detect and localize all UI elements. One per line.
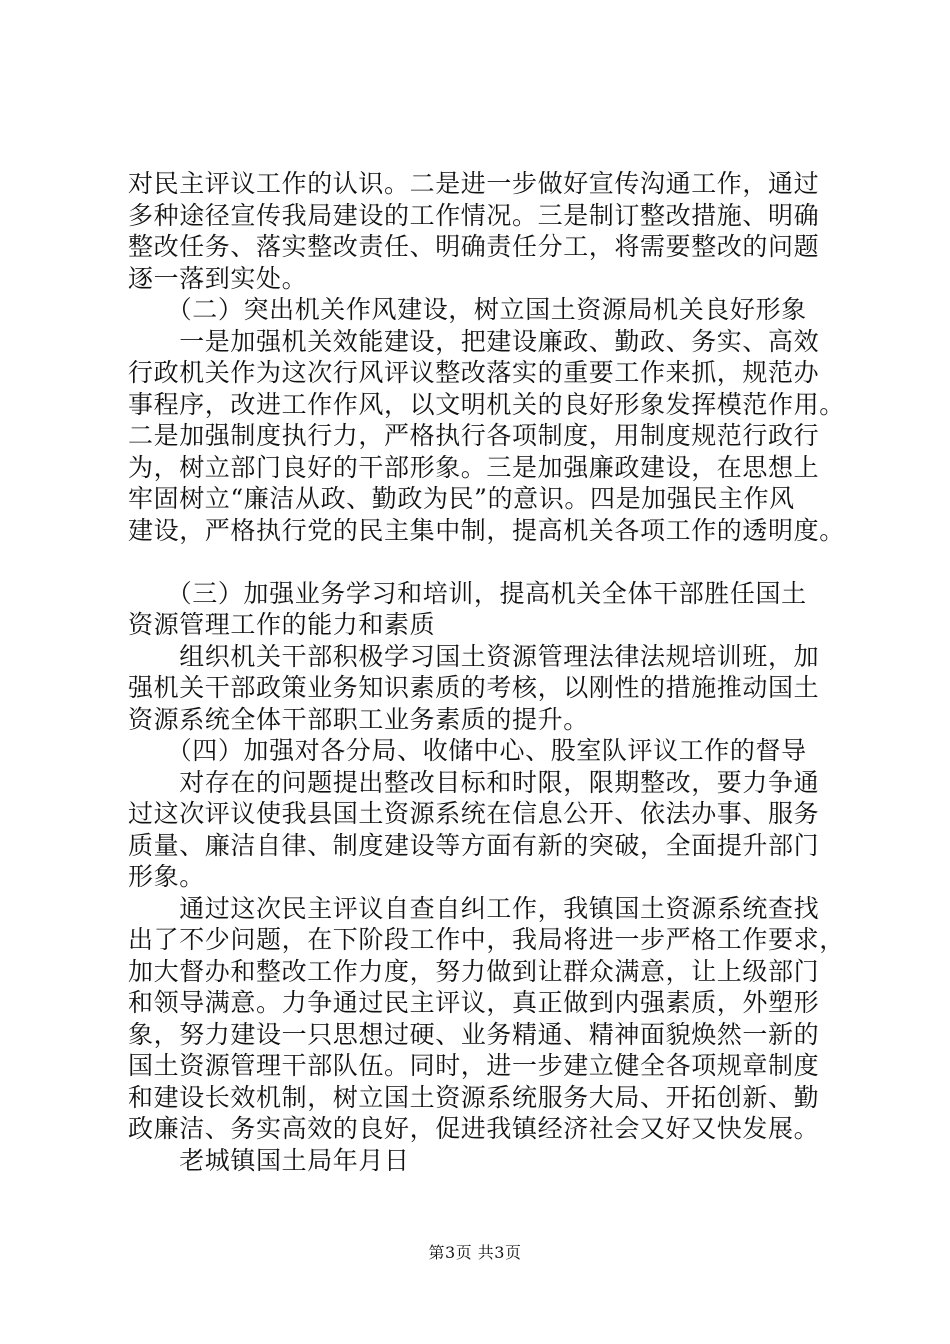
section-heading: （三）加强业务学习和培训，提高机关全体干部胜任国土 — [128, 578, 807, 608]
text-line: 牢固树立“廉洁从政、勤政为民”的意识。四是加强民主作风 — [128, 484, 795, 513]
text-line: 逐一落到实处。 — [128, 263, 308, 293]
text-line: 加大督办和整改工作力度，努力做到让群众满意，让上级部门 — [128, 956, 820, 986]
text-line: 强机关干部政策业务知识素质的考核，以刚性的措施推动国土 — [128, 673, 820, 702]
text-line: 多种途径宣传我局建设的工作情况。三是制订整改措施、明确 — [128, 200, 820, 230]
text-line: 对存在的问题提出整改目标和时限，限期整改，要力争通 — [128, 767, 820, 797]
text-line: 为，树立部门良好的干部形象。三是加强廉政建设，在思想上 — [128, 452, 820, 482]
text-line: 出了不少问题，在下阶段工作中，我局将进一步严格工作要求， — [128, 925, 845, 954]
text-line: 和建设长效机制，树立国土资源系统服务大局、开拓创新、勤 — [128, 1082, 820, 1112]
text-line: 二是加强制度执行力，严格执行各项制度，用制度规范行政行 — [128, 421, 820, 450]
text-line: 过这次评议使我县国土资源系统在信息公开、依法办事、服务 — [128, 799, 820, 828]
text-line: 组织机关干部积极学习国土资源管理法律法规培训班，加 — [128, 641, 820, 671]
text-line: 质量、廉洁自律、制度建设等方面有新的突破，全面提升部门 — [128, 830, 820, 860]
text-line: 象，努力建设一只思想过硬、业务精通、精神面貌焕然一新的 — [128, 1019, 820, 1049]
page-number-footer: 第3页 共3页 — [428, 1243, 522, 1262]
text-line: 事程序，改进工作作风，以文明机关的良好形象发挥模范作用。 — [128, 389, 845, 419]
text-line: 政廉洁、务实高效的良好，促进我镇经济社会又好又快发展。 — [128, 1114, 820, 1143]
text-line: 和领导满意。力争通过民主评议，真正做到内强素质，外塑形 — [128, 988, 820, 1017]
text-line: 行政机关作为这次行风评议整改落实的重要工作来抓，规范办 — [128, 358, 820, 387]
text-line: 建设，严格执行党的民主集中制，提高机关各项工作的透明度。 — [128, 515, 845, 545]
document-body — [128, 168, 848, 1176]
text-line: 通过这次民主评议自查自纠工作，我镇国土资源系统查找 — [128, 893, 820, 923]
text-line: 国土资源管理干部队伍。同时，进一步建立健全各项规章制度 — [128, 1051, 820, 1080]
section-heading: （二）突出机关作风建设，树立国土资源局机关良好形象 — [128, 295, 807, 324]
text-line: 一是加强机关效能建设，把建设廉政、勤政、务实、高效 — [128, 326, 820, 356]
section-heading: 资源管理工作的能力和素质 — [128, 610, 436, 639]
section-heading: （四）加强对各分局、收储中心、股室队评议工作的督导 — [128, 736, 807, 765]
text-line: 整改任务、落实整改责任、明确责任分工，将需要整改的问题 — [128, 232, 820, 261]
text-line: 对民主评议工作的认识。二是进一步做好宣传沟通工作，通过 — [128, 169, 820, 198]
blank-line — [128, 546, 848, 578]
text-line: 资源系统全体干部职工业务素质的提升。 — [128, 704, 589, 734]
signature-line: 老城镇国土局年月日 — [128, 1145, 410, 1175]
text-line: 形象。 — [128, 862, 205, 891]
